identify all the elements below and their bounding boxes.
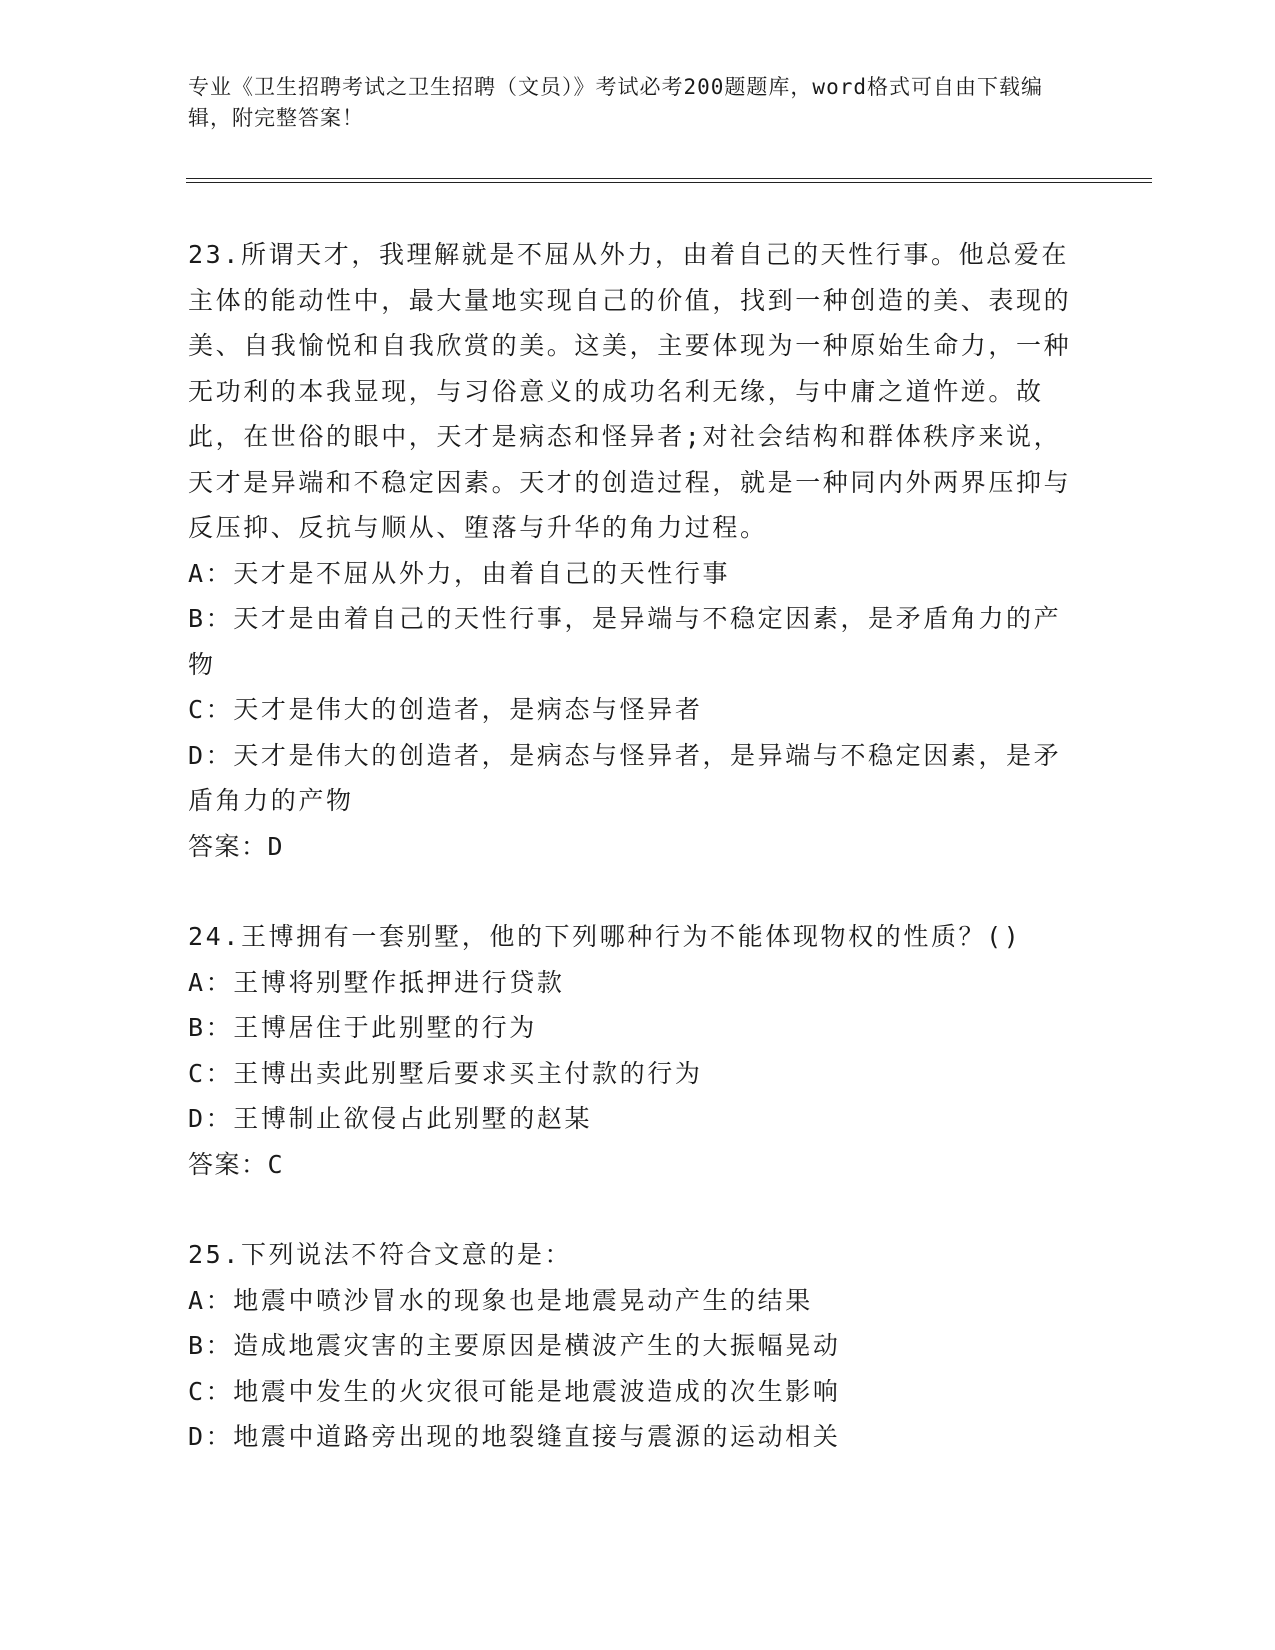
option-a: A：地震中喷沙冒水的现象也是地震晃动产生的结果 (188, 1285, 813, 1315)
question-23 (188, 232, 1088, 869)
question-24 (188, 914, 1088, 1187)
option-c: C：地震中发生的火灾很可能是地震波造成的次生影响 (188, 1376, 841, 1406)
question-text: 24.王博拥有一套别墅，他的下列哪种行为不能体现物权的性质？() (188, 922, 1022, 951)
header-divider-top (186, 178, 1152, 179)
option-c: C：天才是伟大的创造者，是病态与怪异者 (188, 695, 703, 724)
answer: 答案：D (188, 831, 285, 861)
option-d: D：天才是伟大的创造者，是病态与怪异者，是异端与不稳定因素，是矛盾角力的产物 (188, 740, 1062, 815)
question-25 (188, 1232, 1088, 1460)
option-b: B：造成地震灾害的主要原因是横波产生的大振幅晃动 (188, 1331, 841, 1360)
option-a: A：天才是不屈从外力，由着自己的天性行事 (188, 558, 731, 588)
option-b: B：天才是由着自己的天性行事，是异端与不稳定因素，是矛盾角力的产物 (188, 604, 1062, 679)
answer: 答案：C (188, 1149, 285, 1179)
option-d: D：地震中道路旁出现的地裂缝直接与震源的运动相关 (188, 1422, 841, 1451)
option-b: B：王博居住于此别墅的行为 (188, 1013, 537, 1042)
option-a: A：王博将别墅作抵押进行贷款 (188, 967, 565, 997)
document-header: 专业《卫生招聘考试之卫生招聘（文员）》考试必考200题题库，word格式可自由下载编辑，附完整答案！ (188, 75, 1043, 130)
option-c: C：王博出卖此别墅后要求买主付款的行为 (188, 1058, 703, 1088)
question-text: 23.所谓天才，我理解就是不屈从外力，由着自己的天性行事。他总爱在主体的能动性中，最大量地实现自己的价值，找到一种创造的美、表现的美、自我愉悦和自我欣赏的美。这美，主要体现为一种原始生命力，一种无功利的本我显现，与习俗意义的成功名利无缘，与中庸之道忤逆。故此，在世俗的眼中，天才是病态和怪异者;对社会结构和群体秩序来说，天才是异端和不稳定因素。天才的创造过程，就是一种同内外两界压抑与反压抑、反抗与顺从、堕落与升华的角力过程。 (188, 240, 1072, 542)
header-divider-bottom (186, 182, 1152, 183)
question-text: 25.下列说法不符合文意的是： (188, 1240, 573, 1269)
option-d: D：王博制止欲侵占此别墅的赵某 (188, 1104, 593, 1133)
question-list (188, 232, 1088, 1460)
